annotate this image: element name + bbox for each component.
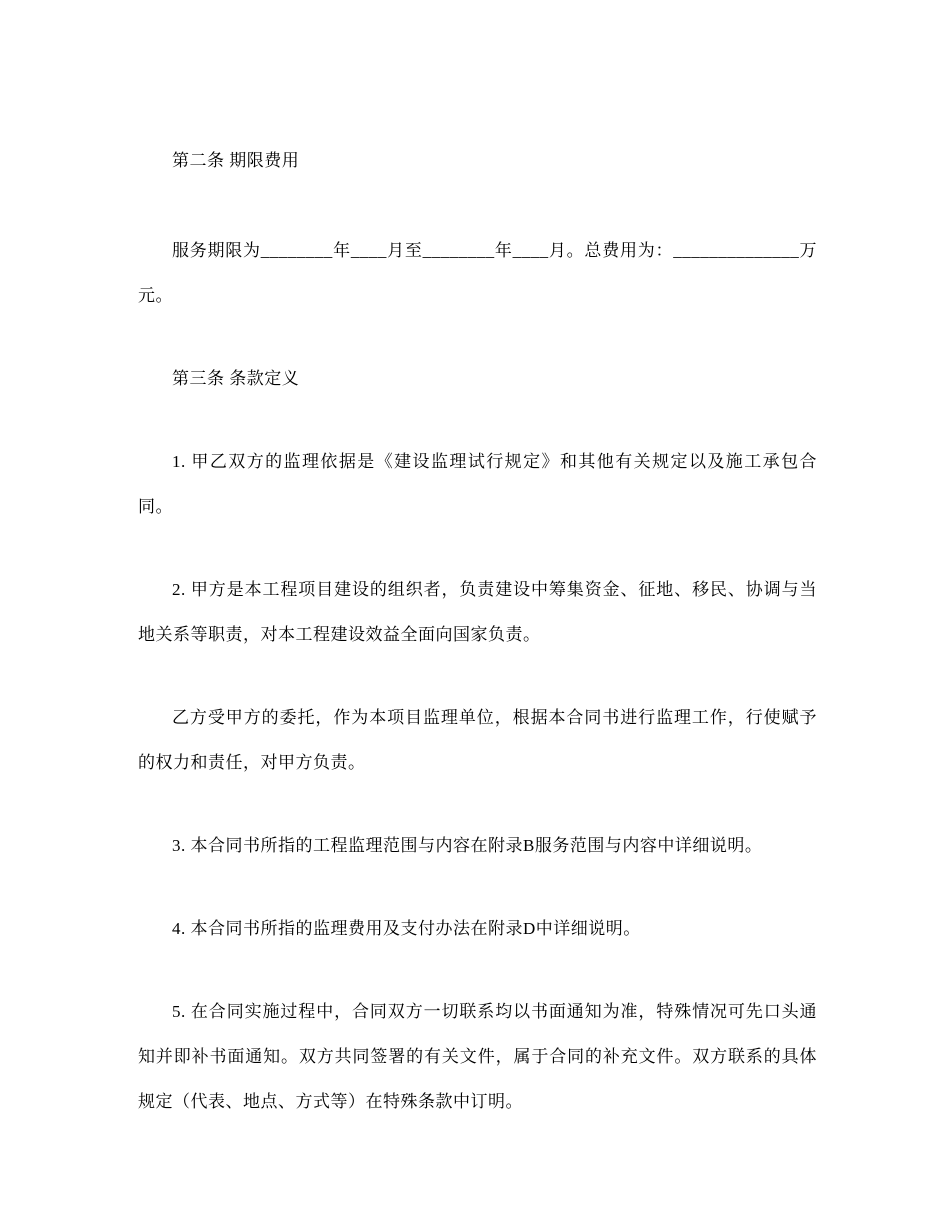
paragraph-clause-1: 1. 甲乙双方的监理依据是《建设监理试行规定》和其他有关规定以及施工承包合同。 <box>138 452 817 516</box>
paragraph-clause-2b: 乙方受甲方的委托，作为本项目监理单位，根据本合同书进行监理工作，行使赋予的权力和责任，对甲方负责。 <box>138 708 817 772</box>
paragraph-clause-5: 5. 在合同实施过程中，合同双方一切联系均以书面通知为准，特殊情况可先口头通知并即补书面通知。双方共同签署的有关文件，属于合同的补充文件。双方联系的具体规定（代表、地点、方式等）在特殊条款中订明。 <box>138 1002 817 1111</box>
paragraph-clause-4: 4. 本合同书所指的监理费用及支付办法在附录D中详细说明。 <box>172 919 641 938</box>
document-body <box>138 138 817 1124</box>
paragraph-clause-2: 2. 甲方是本工程项目建设的组织者，负责建设中筹集资金、征地、移民、协调与当地关系等职责，对本工程建设效益全面向国家负责。 <box>138 580 817 644</box>
paragraph-clause-3: 3. 本合同书所指的工程监理范围与内容在附录B服务范围与内容中详细说明。 <box>172 836 763 855</box>
paragraph-service-term: 服务期限为________年____月至________年____月。总费用为：______________万元。 <box>138 241 817 305</box>
article-heading-3: 第三条 条款定义 <box>172 369 300 388</box>
article-heading-2: 第二条 期限费用 <box>172 151 300 170</box>
